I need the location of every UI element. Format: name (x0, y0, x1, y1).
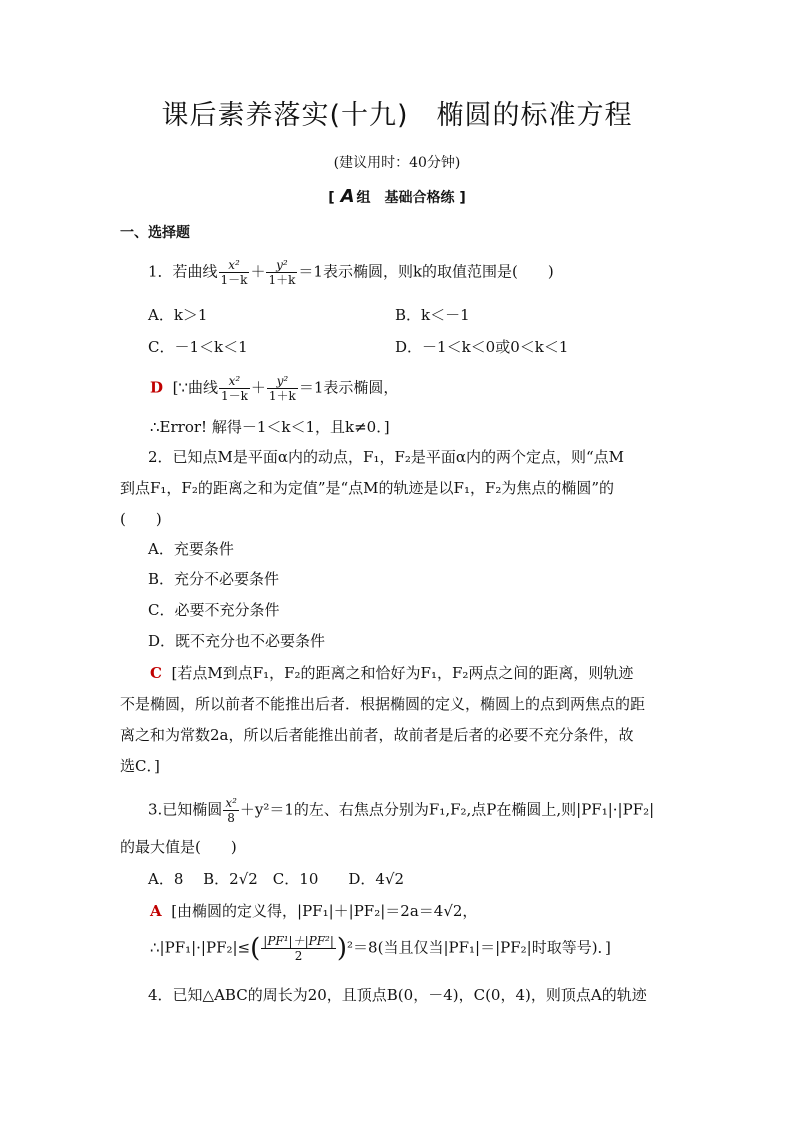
plus-sign: ＋ (250, 378, 266, 397)
paren-close: ) (336, 933, 348, 964)
q1-solution-line-2: ∴Error! 解得－1＜k＜1，且k≠0．] (150, 418, 390, 436)
q3-answer-letter: A (150, 902, 162, 920)
frac-numerator: y² (267, 374, 298, 389)
frac-denominator: 8 (227, 811, 235, 825)
q3-solution-post: ²＝8(当且仅当|PF₁|＝|PF₂|时取等号)．] (347, 938, 611, 957)
q3-stem-line-2: 的最大值是( ) (120, 838, 237, 856)
q2-option-c: C．必要不充分条件 (148, 601, 280, 619)
frac-denominator: 1－k (220, 389, 248, 403)
suggested-time: (建议用时：40分钟) (333, 155, 461, 171)
frac-denominator: 1－k (220, 273, 248, 287)
q1-solution-post: ＝1表示椭圆， (298, 378, 399, 397)
q2-solution-text: [若点M到点F₁，F₂的距离之和恰好为F₁，F₂两点之间的距离，则轨迹 (171, 664, 634, 682)
group-bracket-close: ] (459, 190, 466, 206)
q1-solution-line-1 (150, 374, 398, 403)
q1-option-b: B．k＜－1 (395, 306, 470, 324)
q3-stem-line-1 (148, 796, 654, 825)
frac-numerator: x² (225, 796, 237, 810)
frac-numerator: |PF¹|＋|PF²| (263, 934, 334, 948)
q3-text-post: ＋y²＝1的左、右焦点分别为F₁,F₂,点P在椭圆上,则|PF₁|·|PF₂| (239, 800, 655, 819)
q1-solution-pre: [∵曲线 (172, 378, 218, 397)
frac-denominator: 1＋k (268, 273, 296, 287)
q1-text-pre: 1．若曲线 (148, 262, 218, 281)
q2-option-b: B．充分不必要条件 (148, 570, 280, 588)
q1-fraction-2 (266, 258, 297, 287)
group-heading (0, 186, 794, 209)
q1-text-post: ＝1表示椭圆，则k的取值范围是( ) (298, 262, 554, 281)
question-1-stem (148, 258, 554, 287)
group-bracket-open: [ (328, 190, 335, 206)
q1-option-d: D．－1＜k＜0或0＜k＜1 (395, 338, 569, 356)
q3-options: A．8 B．2√2 C．10 D．4√2 (148, 870, 405, 888)
section-heading: 一、选择题 (120, 225, 190, 241)
q3-text-pre: 3.已知椭圆 (148, 800, 223, 819)
q2-solution-line-2: 不是椭圆，所以前者不能推出后者．根据椭圆的定义，椭圆上的点到两焦点的距 (120, 695, 646, 713)
plus-sign: ＋ (250, 262, 266, 281)
paren-open: ( (250, 933, 261, 964)
q1-option-a: A．k＞1 (148, 306, 208, 324)
frac-numerator: x² (219, 258, 250, 273)
q2-stem-line-2: 到点F₁，F₂的距离之和为定值”是“点M的轨迹是以F₁，F₂为焦点的椭圆”的 (120, 479, 615, 497)
q3-solution-line-1 (150, 900, 477, 922)
group-letter: A (340, 186, 355, 207)
q2-option-d: D．既不充分也不必要条件 (148, 632, 326, 650)
q3-solution-line-2 (150, 934, 611, 963)
q1-fraction-1 (219, 258, 250, 287)
q2-solution-line-4: 选C．] (120, 757, 160, 775)
q2-solution-line-3: 离之和为常数2a，所以后者能推出前者，故前者是后者的必要不充分条件，故 (120, 726, 634, 744)
frac-numerator: y² (266, 258, 297, 273)
q3-solution-fraction (261, 934, 336, 963)
q1-solution-fraction-2 (267, 374, 298, 403)
q3-fraction (223, 796, 239, 825)
q3-solution-pre: ∴|PF₁|·|PF₂|≤ (150, 938, 251, 957)
q4-stem-line-1: 4．已知△ABC的周长为20，且顶点B(0，－4)，C(0，4)，则顶点A的轨迹 (148, 986, 647, 1004)
q2-stem-line-3: ( ) (120, 510, 162, 528)
q1-answer-letter: D (150, 378, 164, 397)
group-label: 组 基础合格练 (356, 190, 455, 206)
frac-denominator: 1＋k (268, 389, 296, 403)
q2-stem-line-1: 2．已知点M是平面α内的动点，F₁，F₂是平面α内的两个定点，则“点M (148, 448, 625, 466)
q2-solution-line-1 (150, 662, 633, 684)
q1-option-c: C．－1＜k＜1 (148, 338, 248, 356)
q1-solution-fraction-1 (219, 374, 250, 403)
frac-denominator: 2 (294, 949, 303, 963)
frac-numerator: x² (219, 374, 250, 389)
q2-option-a: A．充要条件 (148, 540, 234, 558)
q3-solution-text: [由椭圆的定义得，|PF₁|＋|PF₂|＝2a＝4√2， (171, 902, 478, 920)
page-title: 课后素养落实(十九) 椭圆的标准方程 (161, 100, 633, 131)
q2-answer-letter: C (150, 664, 162, 682)
